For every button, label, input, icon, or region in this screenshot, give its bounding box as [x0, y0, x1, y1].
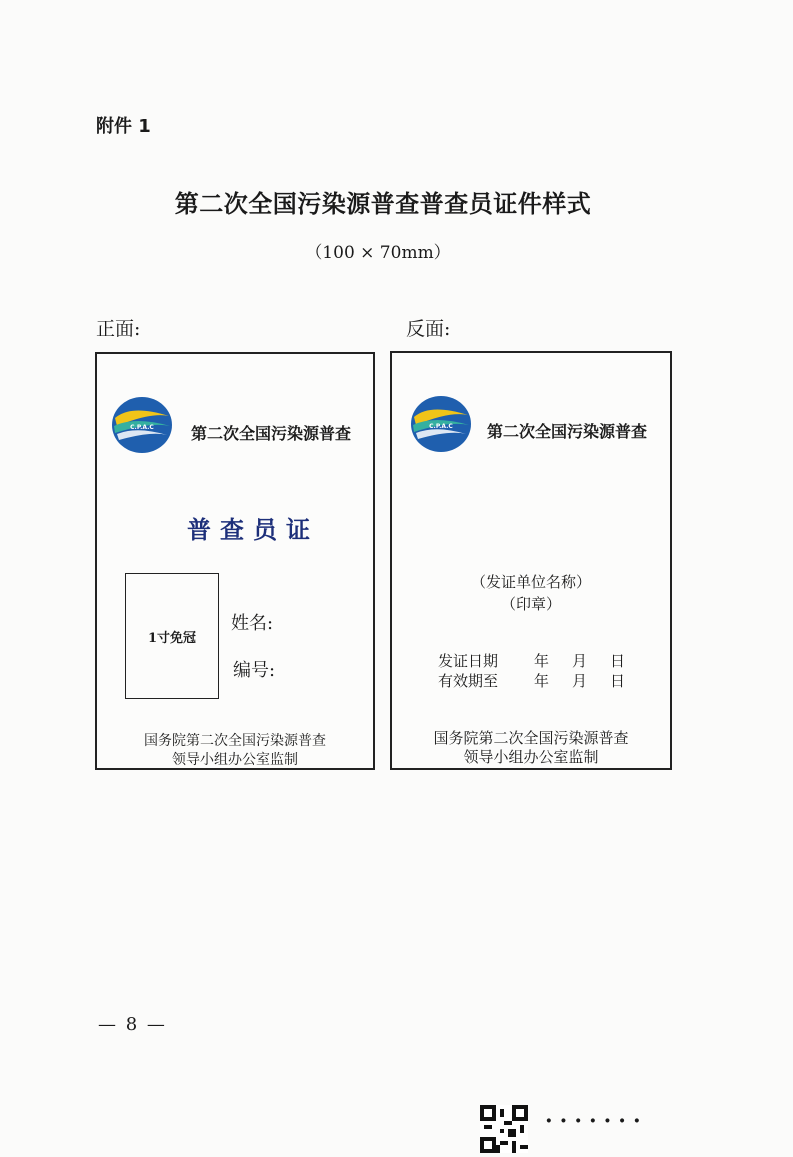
cpac-logo-icon	[410, 395, 472, 453]
org-name: 第二次全国污染源普查	[191, 424, 352, 443]
seal-label: （印章）	[500, 595, 561, 613]
issue-date-row	[438, 651, 625, 671]
logo-text: C.P.A.C	[130, 424, 154, 431]
size-note: （100 × 70mm）	[305, 243, 451, 263]
month-label: 月	[572, 652, 588, 670]
attachment-label: 附件 1	[96, 116, 151, 137]
qr-code-icon	[480, 1105, 528, 1153]
name-label: 姓名:	[231, 613, 274, 634]
date-block	[438, 651, 625, 691]
photo-box	[125, 573, 219, 699]
back-label: 反面:	[406, 318, 451, 340]
year-label: 年	[534, 672, 550, 690]
footer-line-1: 国务院第二次全国污染源普查	[144, 733, 326, 749]
number-label: 编号:	[233, 660, 276, 681]
logo-text: C.P.A.C	[429, 423, 453, 430]
day-label: 日	[610, 652, 626, 670]
card-title: 普查员证	[187, 515, 319, 544]
footer-line-2: 领导小组办公室监制	[172, 752, 298, 768]
front-card	[95, 352, 375, 770]
dotted-leader: ·······	[545, 1108, 648, 1134]
cpac-logo-icon	[111, 396, 173, 454]
footer-line-2: 领导小组办公室监制	[463, 748, 599, 766]
page-number: — 8 —	[98, 1014, 167, 1035]
photo-label: 1寸免冠	[147, 630, 197, 646]
year-label: 年	[534, 652, 550, 670]
front-footer	[97, 732, 373, 770]
issue-date-label: 发证日期	[438, 652, 499, 670]
day-label: 日	[610, 672, 626, 690]
footer-line-1: 国务院第二次全国污染源普查	[433, 729, 629, 747]
valid-until-label: 有效期至	[438, 672, 499, 690]
valid-until-row	[438, 671, 625, 691]
month-label: 月	[572, 672, 588, 690]
back-card	[390, 351, 672, 770]
back-footer	[392, 729, 670, 767]
front-label: 正面:	[96, 318, 141, 340]
document-title: 第二次全国污染源普查普查员证件样式	[174, 189, 592, 218]
org-name: 第二次全国污染源普查	[487, 422, 648, 441]
issuer-name: （发证单位名称）	[470, 573, 591, 591]
